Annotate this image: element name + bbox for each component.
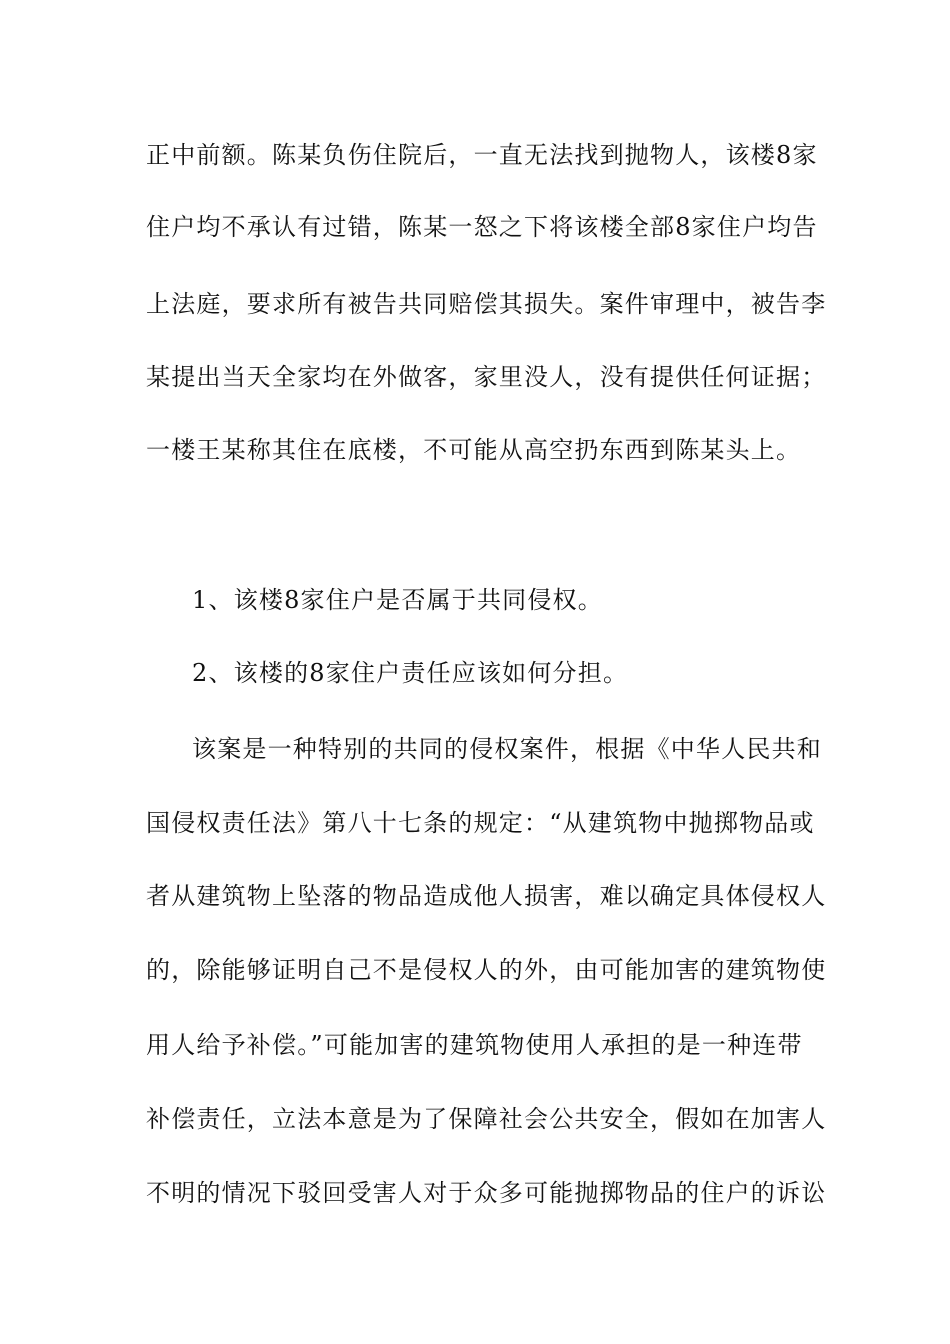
body-text-line: 用人给予补偿。”可能加害的建筑物使用人承担的是一种连带 xyxy=(146,1031,803,1059)
question-item: 2、该楼的8家住户责任应该如何分担。 xyxy=(192,659,629,687)
body-text-line: 正中前额。陈某负伤住院后，一直无法找到抛物人，该楼8家 xyxy=(146,141,818,169)
question-item: 1、该楼8家住户是否属于共同侵权。 xyxy=(192,586,603,614)
body-text-line: 的，除能够证明自己不是侵权人的外，由可能加害的建筑物使 xyxy=(146,956,827,984)
body-text-line: 该案是一种特别的共同的侵权案件，根据《中华人民共和 xyxy=(192,735,822,763)
body-text-line: 不明的情况下驳回受害人对于众多可能抛掷物品的住户的诉讼 xyxy=(146,1179,827,1207)
body-text-line: 国侵权责任法》第八十七条的规定：“从建筑物中抛掷物品或 xyxy=(146,809,815,837)
body-text-line: 一楼王某称其住在底楼，不可能从高空扔东西到陈某头上。 xyxy=(146,436,802,464)
body-text-line: 上法庭，要求所有被告共同赔偿其损失。案件审理中，被告李 xyxy=(146,290,827,318)
body-text-line: 补偿责任，立法本意是为了保障社会公共安全，假如在加害人 xyxy=(146,1105,827,1133)
body-text-line: 某提出当天全家均在外做客，家里没人，没有提供任何证据； xyxy=(146,363,827,391)
body-text-line: 者从建筑物上坠落的物品造成他人损害，难以确定具体侵权人 xyxy=(146,882,827,910)
body-text-line: 住户均不承认有过错，陈某一怒之下将该楼全部8家住户均告 xyxy=(146,213,818,241)
